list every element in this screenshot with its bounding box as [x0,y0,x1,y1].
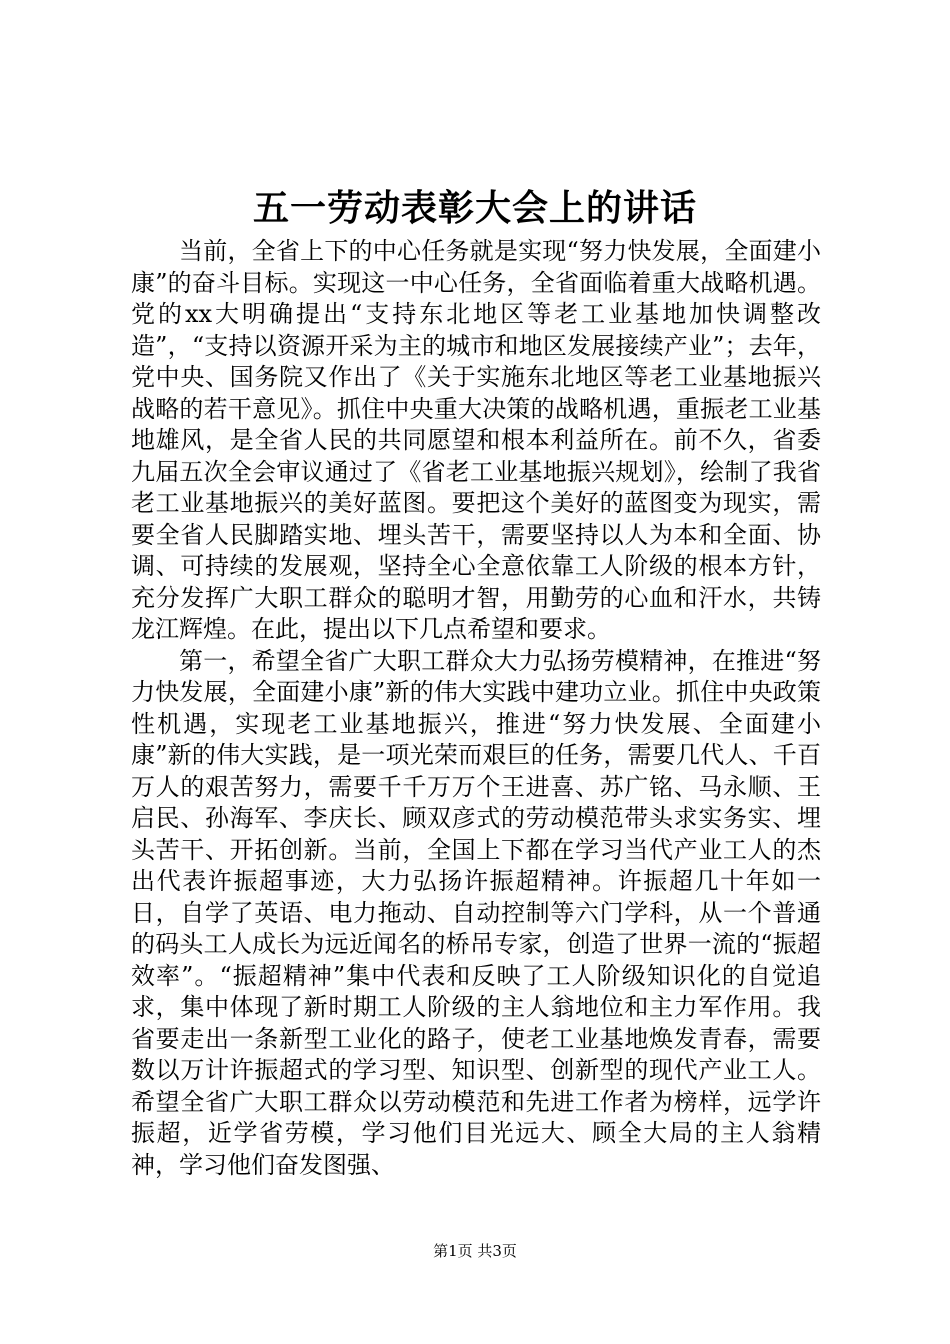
page-footer: 第1页 共3页 [433,1242,517,1260]
document-body [131,236,821,1181]
paragraph-first-point: 第一，希望全省广大职工群众大力弘扬劳模精神，在推进“努力快发展，全面建小康”新的伟大实践中建功立业。抓住中央政策性机遇，实现老工业基地振兴，推进“努力快发展、全面建小康”新的伟大实践，是一项光荣而艰巨的任务，需要几代人、千百万人的艰苦努力，需要千千万万个王进喜、苏广铭、马永顺、王启民、孙海军、李庆长、顾双彦式的劳动模范带头求实务实、埋头苦干、开拓创新。当前，全国上下都在学习当代产业工人的杰出代表许振超事迹，大力弘扬许振超精神。许振超几十年如一日，自学了英语、电力拖动、自动控制等六门学科，从一个普通的码头工人成长为远近闻名的桥吊专家，创造了世界一流的“振超效率”。“振超精神”集中代表和反映了工人阶级知识化的自觉追求，集中体现了新时期工人阶级的主人翁地位和主力军作用。我省要走出一条新型工业化的路子，使老工业基地焕发青春，需要数以万计许振超式的学习型、知识型、创新型的现代产业工人。希望全省广大职工群众以劳动模范和先进工作者为榜样，远学许振超，近学省劳模，学习他们目光远大、顾全大局的主人翁精神，学习他们奋发图强、 [131,646,821,1179]
document-title: 五一劳动表彰大会上的讲话 [252,187,697,229]
paragraph-intro: 当前，全省上下的中心任务就是实现“努力快发展，全面建小康”的奋斗目标。实现这一中心任务，全省面临着重大战略机遇。党的xx大明确提出“支持东北地区等老工业基地加快调整改造”，“支持以资源开采为主的城市和地区发展接续产业”；去年，党中央、国务院又作出了《关于实施东北地区等老工业基地振兴战略的若干意见》。抓住中央重大决策的战略机遇，重振老工业基地雄风，是全省人民的共同愿望和根本利益所在。前不久，省委九届五次全会审议通过了《省老工业基地振兴规划》，绘制了我省老工业基地振兴的美好蓝图。要把这个美好的蓝图变为现实，需要全省人民脚踏实地、埋头苦干，需要坚持以人为本和全面、协调、可持续的发展观，坚持全心全意依靠工人阶级的根本方针，充分发挥广大职工群众的聪明才智，用勤劳的心血和汗水，共铸龙江辉煌。在此，提出以下几点希望和要求。 [131,237,821,643]
